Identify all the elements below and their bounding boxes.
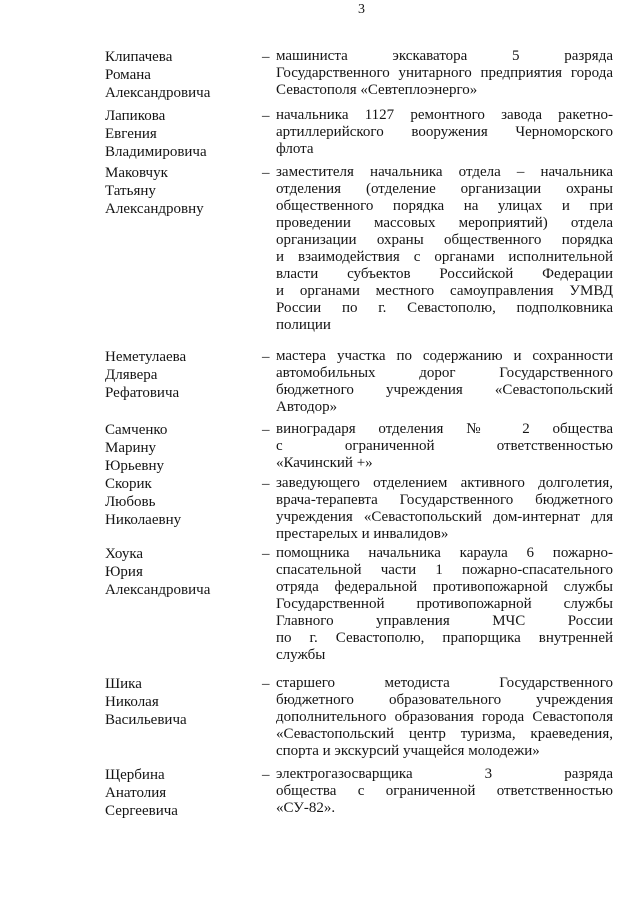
dash-separator: –: [262, 676, 270, 692]
description-line: России по г. Севастополю, подполковника: [276, 300, 613, 316]
description-line: отделения (отделение организации охраны: [276, 181, 613, 197]
person-name: [105, 48, 255, 102]
description-line: с ограниченной ответственностью: [276, 438, 613, 454]
list-item: [0, 675, 640, 759]
name-line: Марину: [105, 440, 157, 456]
description-line: «Севастопольский центр туризма, краеведения,: [276, 726, 613, 742]
dash-separator: –: [262, 476, 270, 492]
dash-separator: –: [262, 767, 270, 783]
name-line: Татьяну: [105, 183, 156, 199]
description-line: электрогазосварщика 3 разряда: [276, 766, 613, 782]
description-line: по г. Севастополю, прапорщика внутренней: [276, 630, 613, 646]
dash-separator: –: [262, 108, 270, 124]
description-line: и органами местного самоуправления УМВД: [276, 283, 613, 299]
description-line: общественного порядка на улицах и при: [276, 198, 613, 214]
position-description: [276, 348, 613, 416]
description-line: Главного управления МЧС России: [276, 613, 613, 629]
name-line: Хоука: [105, 546, 144, 562]
name-line: Романа: [105, 67, 151, 83]
name-line: Сергеевича: [105, 803, 178, 819]
name-line: Любовь: [105, 494, 156, 510]
description-line: Государственного унитарного предприятия города: [276, 65, 613, 81]
list-item: [0, 48, 640, 102]
name-line: Лапикова: [105, 108, 166, 124]
description-line: врача-терапевта Государственного бюджетного: [276, 492, 613, 508]
description-line: службы: [276, 647, 326, 663]
list-item: [0, 766, 640, 820]
name-line: Александровича: [105, 85, 211, 101]
list-item: [0, 545, 640, 663]
description-line: автомобильных дорог Государственного: [276, 365, 613, 381]
dash-separator: –: [262, 349, 270, 365]
position-description: [276, 48, 613, 99]
position-description: [276, 766, 613, 817]
dash-separator: –: [262, 49, 270, 65]
description-line: спорта и экскурсий учащейся молодежи»: [276, 743, 540, 759]
description-line: заведующего отделением активного долголетия,: [276, 475, 613, 491]
list-item: [0, 475, 640, 542]
description-line: начальника 1127 ремонтного завода ракетно-: [276, 107, 613, 123]
description-line: дополнительного образования города Севастополя: [276, 709, 613, 725]
person-name: [105, 164, 255, 218]
name-line: Шика: [105, 676, 142, 692]
name-line: Скорик: [105, 476, 152, 492]
name-line: Щербина: [105, 767, 165, 783]
description-line: мастера участка по содержанию и сохранности: [276, 348, 613, 364]
name-line: Александровича: [105, 582, 211, 598]
description-line: старшего методиста Государственного: [276, 675, 613, 691]
list-item: [0, 348, 640, 415]
person-name: [105, 675, 255, 729]
person-name: [105, 545, 255, 599]
name-line: Неметулаева: [105, 349, 187, 365]
name-line: Самченко: [105, 422, 168, 438]
page-number: 3: [358, 2, 365, 17]
description-line: организации охраны общественного порядка: [276, 232, 613, 248]
list-item: [0, 164, 640, 333]
name-line: Евгения: [105, 126, 157, 142]
name-line: Юрия: [105, 564, 143, 580]
position-description: [276, 107, 613, 158]
description-line: Севастополя «Севтеплоэнерго»: [276, 82, 478, 98]
person-name: [105, 766, 255, 820]
description-line: учреждения «Севастопольский дом-интернат для: [276, 509, 613, 525]
list-item: [0, 421, 640, 475]
name-line: Маковчук: [105, 165, 168, 181]
name-line: Клипачева: [105, 49, 173, 65]
list-item: [0, 107, 640, 161]
description-line: проведении массовых мероприятий) отдела: [276, 215, 613, 231]
description-line: артиллерийского вооружения Черноморского: [276, 124, 613, 140]
dash-separator: –: [262, 546, 270, 562]
description-line: престарелых и инвалидов»: [276, 526, 449, 542]
person-name: [105, 475, 255, 529]
person-name: [105, 107, 255, 161]
name-line: Николаевну: [105, 512, 182, 528]
position-description: [276, 675, 613, 760]
description-line: помощника начальника караула 6 пожарно-: [276, 545, 613, 561]
name-line: Юрьевну: [105, 458, 165, 474]
position-description: [276, 545, 613, 664]
name-line: Васильевича: [105, 712, 187, 728]
name-line: Длявера: [105, 367, 158, 383]
description-line: отряда федеральной противопожарной службы: [276, 579, 613, 595]
description-line: заместителя начальника отдела – начальника: [276, 164, 613, 180]
dash-separator: –: [262, 165, 270, 181]
description-line: и взаимодействия с органами исполнительной: [276, 249, 613, 265]
description-line: общества с ограниченной ответственностью: [276, 783, 613, 799]
description-line: Государственной противопожарной службы: [276, 596, 613, 612]
description-line: полиции: [276, 317, 331, 333]
position-description: [276, 421, 613, 472]
description-line: виноградаря отделения № 2 общества: [276, 421, 613, 437]
position-description: [276, 164, 613, 334]
description-line: Автодор»: [276, 399, 338, 415]
dash-separator: –: [262, 422, 270, 438]
description-line: «Качинский +»: [276, 455, 373, 471]
description-line: машиниста экскаватора 5 разряда: [276, 48, 613, 64]
description-line: бюджетного учреждения «Севастопольский: [276, 382, 613, 398]
name-line: Рефатовича: [105, 385, 180, 401]
person-name: [105, 348, 255, 402]
description-line: «СУ-82».: [276, 800, 336, 816]
position-description: [276, 475, 613, 543]
description-line: власти субъектов Российской Федерации: [276, 266, 613, 282]
description-line: флота: [276, 141, 314, 157]
person-name: [105, 421, 255, 475]
description-line: бюджетного образовательного учреждения: [276, 692, 613, 708]
name-line: Александровну: [105, 201, 204, 217]
name-line: Владимировича: [105, 144, 207, 160]
name-line: Анатолия: [105, 785, 167, 801]
description-line: спасательной части 1 пожарно-спасательного: [276, 562, 613, 578]
name-line: Николая: [105, 694, 159, 710]
